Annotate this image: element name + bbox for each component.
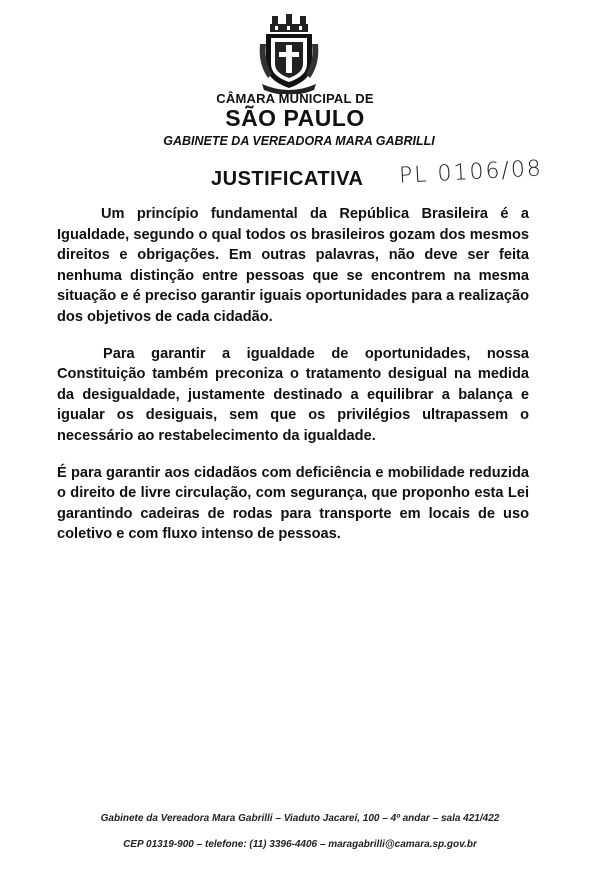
handwritten-bill-number: PL 0106/08 [398,156,544,189]
document-body [57,204,529,561]
office-name: GABINETE DA VEREADORA MARA GABRILLI [163,134,435,148]
paragraph-2: Para garantir a igualdade de oportunidades, nossa Constituição também preconiza o tratamento desigual na medida da desigualdade, justamente destinado a equilibrar a balança e igualar os desiguais, sem que os privilégios ultrapassem o necessário ao restabelecimento da igualdade. [57,345,529,444]
paragraph-3: É para garantir aos cidadãos com deficiência e mobilidade reduzida o direito de livre circulação, com segurança, que proponho esta Lei garantindo cadeiras de rodas para transporte em locais de uso coletivo e com fluxo intenso de pessoas. [57,464,529,543]
title-row [0,156,600,200]
organization-name: CÂMARA MUNICIPAL DE [216,91,374,106]
document-title: JUSTIFICATIVA [211,168,364,190]
footer-address: Gabinete da Vereadora Mara Gabrilli – Viaduto Jacareí, 100 – 4º andar – sala 421/422 [100,813,500,824]
letterhead [0,92,600,149]
footer-contact: CEP 01319-900 – telefone: (11) 3396-4406 – maragabrilli@camara.sp.gov.br [123,839,477,850]
coat-of-arms-icon [258,14,320,94]
city-name: SÃO PAULO [225,105,365,131]
paragraph-1: Um princípio fundamental da República Brasileira é a Igualdade, segundo o qual todos os brasileiros gozam dos mesmos direitos e obrigações. Em outras palavras, não deve ser feita nenhuma distinção entre pessoas que se encontrem na mesma situação e é preciso garantir iguais oportunidades para a realização dos objetivos de cada cidadão. [57,206,529,325]
